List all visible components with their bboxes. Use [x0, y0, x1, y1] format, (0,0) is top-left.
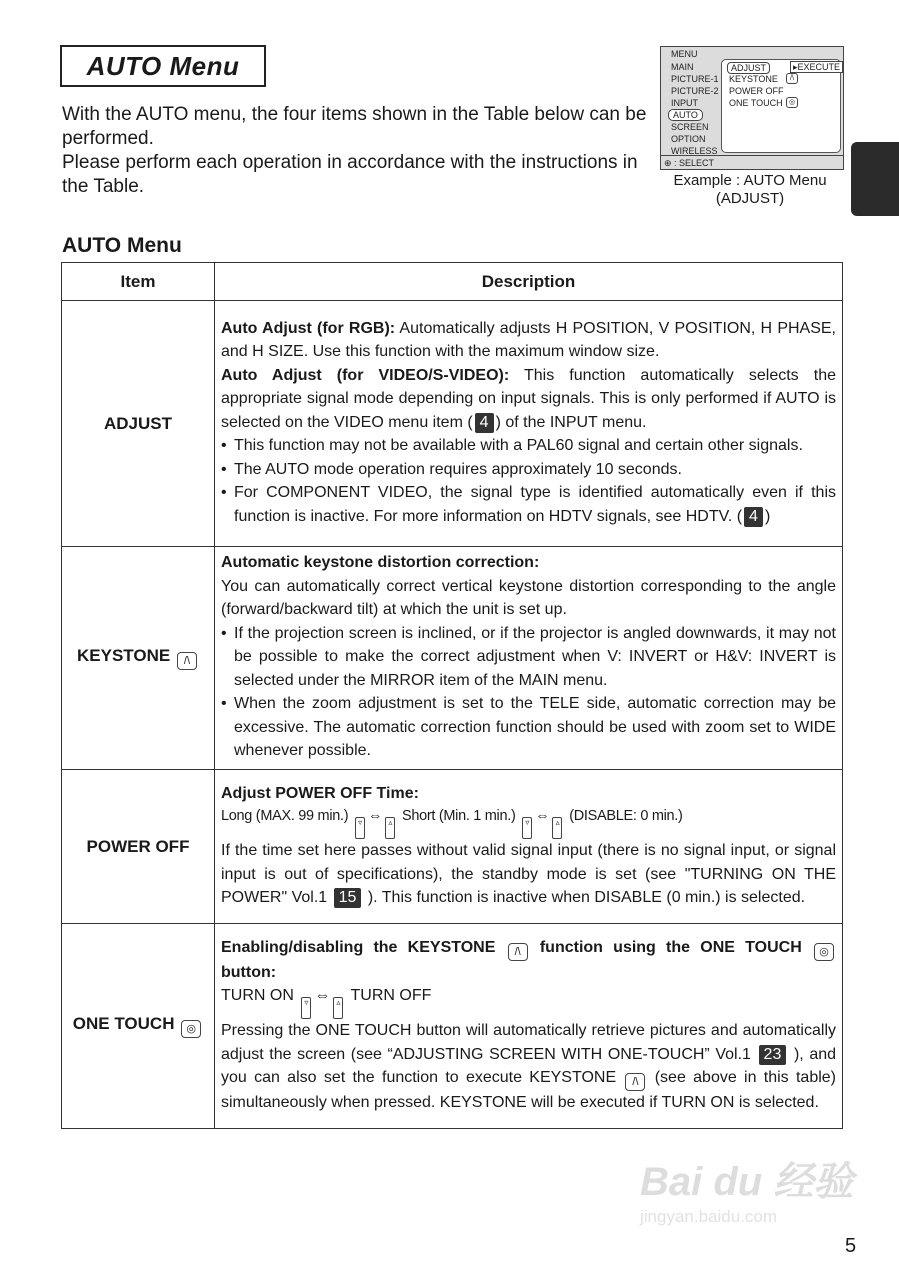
- one-touch-toggle: [221, 984, 836, 1019]
- chapter-tab: [851, 142, 899, 216]
- bullet-text: [234, 481, 836, 528]
- power-off-heading: [221, 782, 836, 806]
- submenu-item-adjust: ADJUST: [727, 62, 770, 74]
- bullet-text: This function may not be available with a PAL60 signal and certain other signals.: [234, 437, 803, 455]
- up-button-icon: ▵: [385, 817, 395, 839]
- menu-screen-illustration: [660, 46, 844, 170]
- menu-item-picture-1: PICTURE-1: [671, 74, 719, 84]
- submenu-item-keystone: KEYSTONE: [729, 74, 778, 84]
- power-off-text-b: ). This function is inactive when DISABLE (0 min.) is selected.: [363, 889, 806, 906]
- keystone-icon: /\: [177, 652, 197, 670]
- adjust-rgb: [221, 317, 836, 364]
- keystone-heading: [221, 551, 836, 575]
- adjust-rgb-label: Auto Adjust (for RGB):: [221, 319, 396, 337]
- item-power-off: POWER OFF: [62, 770, 215, 924]
- one-touch-icon: ◎: [181, 1020, 201, 1038]
- auto-menu-table: [61, 262, 843, 1129]
- page-number: 5: [845, 1235, 857, 1257]
- adjust-video-label: Auto Adjust (for VIDEO/S-VIDEO):: [221, 366, 510, 384]
- keystone-bullet-2: [221, 692, 836, 763]
- table-header-row: [62, 263, 843, 301]
- adjust-video-text-a: This function automatically selects the appropriate signal mode depending on input signals. This is only performed if AUTO is selected on the VIDEO menu item (: [221, 366, 837, 431]
- menu-item-picture-2: PICTURE-2: [671, 86, 719, 96]
- turn-off-label: TURN OFF: [350, 987, 432, 1004]
- item-adjust: ADJUST: [62, 301, 215, 547]
- down-button-icon: ▿: [355, 817, 365, 839]
- header-item: Item: [62, 263, 215, 301]
- keystone-bullet-1: [221, 622, 836, 693]
- watermark-logo: Bai du 经验: [640, 1160, 854, 1204]
- submenu-item-one-touch: ONE TOUCH: [729, 98, 783, 108]
- menu-item-wireless: WIRELESS: [671, 146, 718, 156]
- one-touch-icon: ◎: [786, 97, 798, 108]
- description-one-touch: [215, 924, 843, 1129]
- bullet-text: When the zoom adjustment is set to the TELE side, automatic correction may be excessive. The automatic correction function should be used with zoom set to WIDE whenever possible.: [234, 695, 836, 760]
- header-description: Description: [215, 263, 843, 301]
- menu-item-input: INPUT: [671, 98, 698, 108]
- bidirectional-arrow: ⇔: [368, 808, 383, 824]
- bullet-dot: •: [221, 460, 227, 478]
- item-keystone: [62, 547, 215, 770]
- table-row-power-off: [62, 770, 843, 924]
- keystone-icon: /\: [786, 73, 798, 84]
- power-off-heading-text: Adjust POWER OFF Time:: [221, 784, 419, 802]
- submenu-item-power-off: POWER OFF: [729, 86, 784, 96]
- turn-on-label: TURN ON: [221, 987, 294, 1004]
- down-button-icon: ▿: [522, 817, 532, 839]
- bullet-dot: •: [221, 437, 227, 455]
- keystone-text: You can automatically correct vertical keystone distortion corresponding to the angle (forward/backward tilt) at which the unit is set up.: [221, 577, 836, 619]
- bullet-text: The AUTO mode operation requires approximately 10 seconds.: [234, 460, 682, 478]
- one-touch-text-b: ), and you can also set the function to execute KEYSTONE: [221, 1045, 837, 1086]
- adjust-bullet-2: [221, 458, 836, 482]
- keystone-heading-text: Automatic keystone distortion correction:: [221, 554, 540, 572]
- page-title: AUTO Menu: [86, 50, 240, 81]
- page-title-box: [60, 45, 266, 87]
- watermark-url: jingyan.baidu.com: [640, 1207, 778, 1226]
- one-touch-heading-a: Enabling/disabling the KEYSTONE: [221, 938, 506, 956]
- one-touch-heading-c: button:: [221, 963, 277, 981]
- item-keystone-label: KEYSTONE: [77, 646, 171, 665]
- description-power-off: [215, 770, 843, 924]
- section-title: AUTO Menu: [62, 234, 182, 257]
- item-one-touch: [62, 924, 215, 1129]
- page-ref-badge: 4: [475, 413, 494, 433]
- menu-item-screen: SCREEN: [671, 122, 709, 132]
- keystone-icon: /\: [625, 1073, 645, 1091]
- one-touch-text-c: (see above in this table) simultaneously when pressed. KEYSTONE will be executed if TURN ON is selected.: [221, 1069, 836, 1111]
- adjust-bullet-3: [221, 481, 836, 528]
- one-touch-text: [221, 1019, 836, 1115]
- caption-line-2: (ADJUST): [715, 190, 785, 207]
- intro-text: [62, 103, 647, 199]
- menu-item-option: OPTION: [671, 134, 706, 144]
- page-ref-badge: 23: [759, 1045, 787, 1065]
- one-touch-icon: ◎: [814, 943, 834, 961]
- bidirectional-arrow: ⇔: [314, 987, 331, 1004]
- adjust-video: [221, 364, 836, 435]
- table-row-keystone: [62, 547, 843, 770]
- down-button-icon: ▿: [301, 997, 311, 1019]
- menu-item-main: MAIN: [671, 62, 694, 72]
- adjust-video-text-b: ) of the INPUT menu.: [495, 413, 647, 431]
- one-touch-heading: [221, 936, 836, 985]
- bullet-dot: •: [221, 695, 227, 713]
- power-off-text-a: If the time set here passes without valid signal input (there is no signal input, or signal input is out of specifications), the standby mode is set (see "TURNING ON THE POWER" Vol.1: [221, 842, 836, 906]
- intro-paragraph-2: Please perform each operation in accordance with the instructions in the Table.: [62, 152, 638, 197]
- bidirectional-arrow: ⇔: [535, 808, 550, 824]
- adjust-rgb-text: Automatically adjusts H POSITION, V POSITION, H PHASE, and H SIZE. Use this function with the maximum window size.: [221, 319, 837, 361]
- power-off-range-disable: (DISABLE: 0 min.): [569, 808, 683, 824]
- bullet-text: If the projection screen is inclined, or if the projector is angled downwards, it may not be possible to make the correct adjustment when V: INVERT or H&V: INVERT is selected under the MIRROR item of the MAIN menu.: [234, 624, 836, 689]
- page-ref-badge: 15: [334, 888, 362, 908]
- one-touch-text-a: Pressing the ONE TOUCH button will automatically retrieve pictures and automatically adjust the screen (see “ADJUSTING SCREEN WITH ONE-TOUCH” Vol.1: [221, 1022, 836, 1063]
- adjust-bullet-3-text-b: ): [764, 507, 771, 525]
- caption-line-1: Example : AUTO Menu: [673, 172, 827, 189]
- watermark: [640, 1150, 860, 1240]
- menu-item-auto: AUTO: [668, 109, 703, 121]
- adjust-bullet-1: [221, 434, 836, 458]
- bullet-dot: •: [221, 624, 227, 642]
- up-button-icon: ▵: [333, 997, 343, 1019]
- joystick-icon: ⊕: [664, 158, 672, 168]
- figure-caption: [655, 172, 845, 208]
- power-off-range-short: Short (Min. 1 min.): [401, 808, 516, 824]
- description-adjust: [215, 301, 843, 547]
- keystone-icon: /\: [508, 943, 528, 961]
- adjust-bullet-3-text-a: For COMPONENT VIDEO, the signal type is identified automatically even if this function is inactive. For more information on HDTV signals, see HDTV. (: [234, 484, 836, 525]
- description-keystone: [215, 547, 843, 770]
- one-touch-heading-b: function using the ONE TOUCH: [529, 938, 812, 956]
- power-off-text: [221, 839, 836, 910]
- intro-paragraph-1: With the AUTO menu, the four items shown in the Table below can be performed.: [62, 104, 647, 149]
- power-off-range: [221, 805, 836, 839]
- execute-label: ▸EXECUTE: [790, 61, 843, 73]
- power-off-range-long: Long (MAX. 99 min.): [221, 808, 349, 824]
- page-ref-badge: 4: [744, 507, 763, 527]
- up-button-icon: ▵: [552, 817, 562, 839]
- table-row-adjust: [62, 301, 843, 547]
- menu-footer-select: : SELECT: [674, 158, 715, 168]
- bullet-dot: •: [221, 484, 227, 502]
- item-one-touch-label: ONE TOUCH: [72, 1014, 175, 1033]
- menu-header: MENU: [671, 49, 698, 59]
- table-row-one-touch: [62, 924, 843, 1129]
- menu-footer-divider: [661, 155, 843, 156]
